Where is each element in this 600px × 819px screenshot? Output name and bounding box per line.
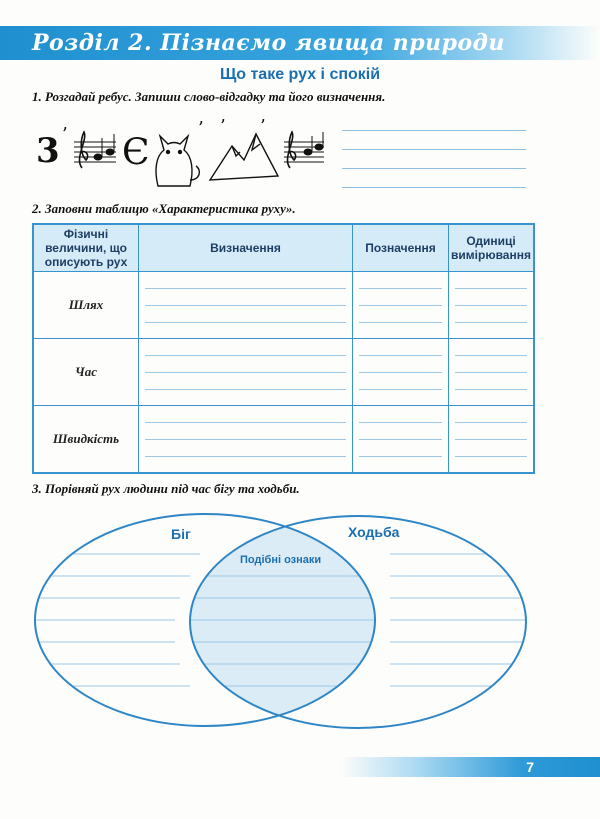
table-cell[interactable] xyxy=(353,406,449,474)
table-header: Визначення xyxy=(139,224,353,272)
table-header: Позначення xyxy=(353,224,449,272)
table-row xyxy=(33,272,534,339)
table-row xyxy=(33,406,534,474)
table-cell[interactable] xyxy=(353,272,449,339)
cat-icon xyxy=(156,136,199,186)
venn-center-label: Подібні ознаки xyxy=(240,554,322,566)
page-number: 7 xyxy=(526,759,534,775)
footer-bar xyxy=(340,757,600,777)
table-cell[interactable] xyxy=(139,339,353,406)
rebus-puzzle xyxy=(32,110,332,190)
table-header: Одиниці вимірювання xyxy=(449,224,535,272)
music-notes-icon xyxy=(74,132,116,168)
venn-right-lines xyxy=(390,554,536,686)
task-2-instruction: 2. Заповни таблицю «Характеристика руху». xyxy=(32,201,296,216)
rebus-prefix: 3 xyxy=(36,131,60,171)
venn-right-label: Ходьба xyxy=(348,524,400,540)
table-cell[interactable] xyxy=(139,406,353,474)
svg-text:’: ’ xyxy=(198,118,204,139)
venn-overlap xyxy=(190,516,526,728)
venn-left-lines xyxy=(30,554,200,686)
row-label: Час xyxy=(33,339,139,406)
lesson-title: Що таке рух і спокій xyxy=(219,66,381,83)
table-cell[interactable] xyxy=(449,406,535,474)
row-label: Шлях xyxy=(33,272,139,339)
table-cell[interactable] xyxy=(449,339,535,406)
venn-diagram xyxy=(30,510,536,735)
row-label: Швидкість xyxy=(33,406,139,474)
venn-left-label: Біг xyxy=(171,526,191,542)
table-cell[interactable] xyxy=(139,272,353,339)
table-cell[interactable] xyxy=(449,272,535,339)
answer-lines[interactable] xyxy=(342,112,526,188)
svg-text:’: ’ xyxy=(220,116,226,137)
rebus-letter: Є xyxy=(122,132,150,173)
svg-text:’: ’ xyxy=(260,116,266,137)
task-1-instruction: 1. Розгадай ребус. Запиши слово-відгадку та його визначення. xyxy=(32,89,386,104)
music-notes-icon xyxy=(284,132,324,168)
chapter-title: Розділ 2. Пізнаємо явища природи xyxy=(32,30,505,56)
svg-text:’: ’ xyxy=(62,124,68,145)
table-row xyxy=(33,339,534,406)
table-header: Фізичні величини, що описують рух xyxy=(33,224,139,272)
motion-characteristics-table xyxy=(32,223,535,474)
mountains-icon xyxy=(210,134,278,180)
task-3-instruction: 3. Порівняй рух людини під час бігу та ходьби. xyxy=(32,481,300,496)
table-cell[interactable] xyxy=(353,339,449,406)
